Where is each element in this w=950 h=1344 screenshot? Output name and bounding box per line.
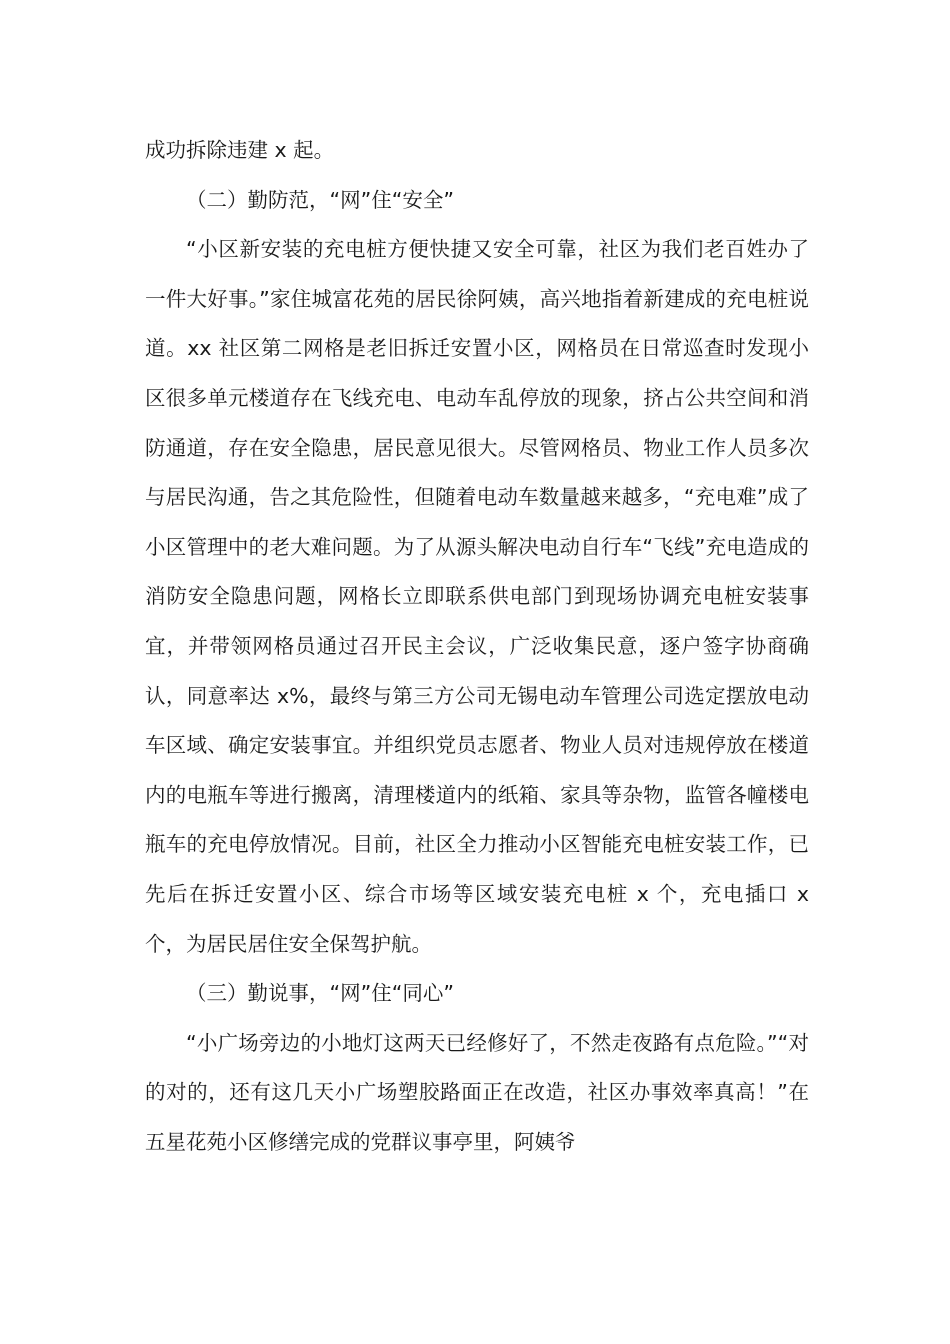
paragraph-square: “小广场旁边的小地灯这两天已经修好了，不然走夜路有点危险。”“对的对的，还有这几天小广场塑胶路面正在改造，社区办事效率真高！”在五星花苑小区修缮完成的党群议事亭里，阿姨爷 [145,1030,809,1154]
paragraph-continuation: 成功拆除违建 x 起。 [145,138,335,162]
section-heading-3: （三）勤说事，“网”住“同心” [186,981,454,1006]
section-heading-2: （二）勤防范，“网”住“安全” [186,187,454,212]
paragraph-charging-pile: “小区新安装的充电桩方便快捷又安全可靠，社区为我们老百姓办了一件大好事。”家住城富花苑的居民徐阿姨，高兴地指着新建成的充电桩说道。xx 社区第二网格是老旧拆迁安置小区，网格员在日常巡查时发现小区很多单元楼道存在飞线充电、电动车乱停放的现象，挤占公共空间和消防通道，存在安全隐患，居民意见很大。尽管网格员、物业工作人员多次与居民沟通，告之其危险性，但随着电动车数量越来越多，“充电难”成了小区管理中的老大难问题。为了从源头解决电动自行车“飞线”充电造成的消防安全隐患问题，网格长立即联系供电部门到现场协调充电桩安装事宜，并带领网格员通过召开民主会议，广泛收集民意，逐户签字协商确认，同意率达 x%，最终与第三方公司无锡电动车管理公司选定摆放电动车区域、确定安装事宜。并组织党员志愿者、物业人员对违规停放在楼道内的电瓶车等进行搬离，清理楼道内的纸箱、家具等杂物，监管各幢楼电瓶车的充电停放情况。目前，社区全力推动小区智能充电桩安装工作，已先后在拆迁安置小区、综合市场等区域安装充电桩 x 个，充电插口 x 个，为居民居住安全保驾护航。 [145,237,809,956]
document-body [145,126,809,1167]
